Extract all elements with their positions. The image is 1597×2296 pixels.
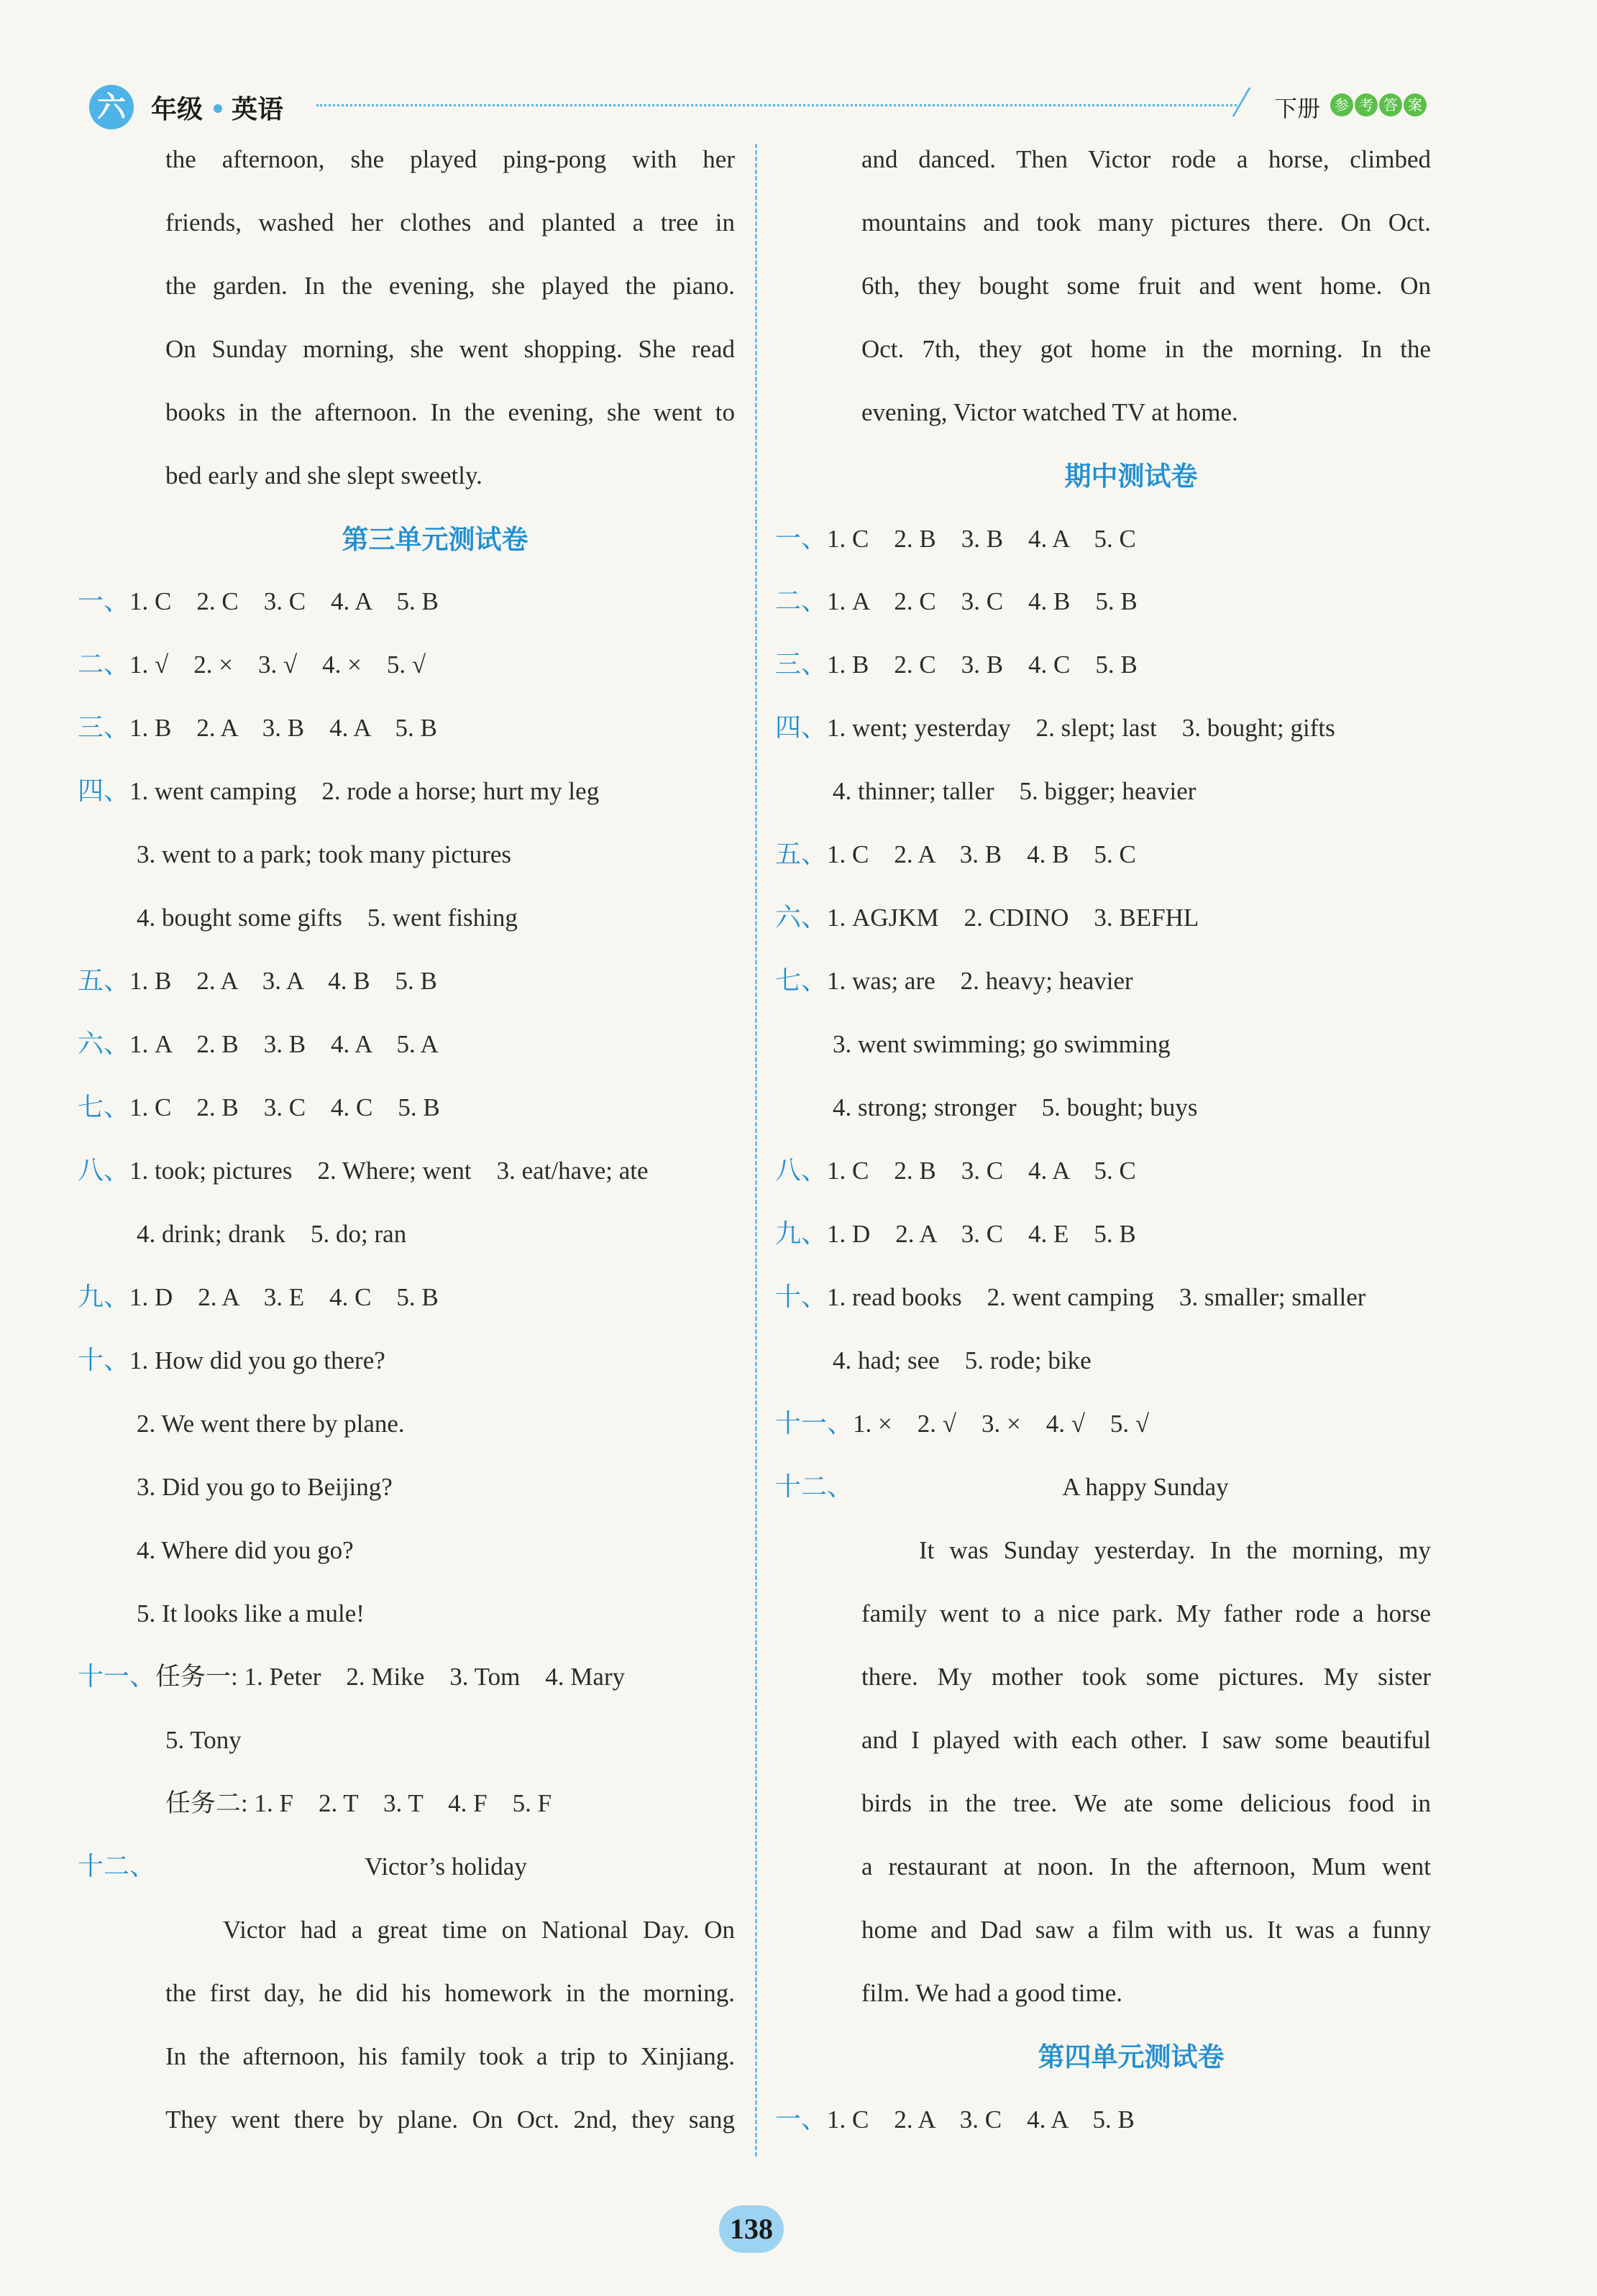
- answer-row: [775, 1408, 1149, 1440]
- essay-line: books in the afternoon. In the evening, she went to: [165, 398, 735, 426]
- answer-badge: 答: [1379, 93, 1402, 116]
- answer-row: [775, 1155, 1136, 1187]
- question-number: 六、: [775, 903, 828, 932]
- answer-text: 1. was; are 2. heavy; heavier: [827, 967, 1133, 995]
- answer-text: 1. took; pictures 2. Where; went 3. eat/have; ate: [129, 1157, 649, 1185]
- question-number: 三、: [775, 650, 828, 679]
- answer-badge: 考: [1355, 93, 1378, 116]
- answer-text: 3. Did you go to Beijing?: [137, 1473, 393, 1501]
- answer-row: [78, 1092, 440, 1124]
- answer-row: [775, 1218, 1136, 1250]
- answer-row: [78, 776, 599, 807]
- answer-text: 4. Where did you go?: [137, 1536, 354, 1564]
- answer-text: 任务一: 1. Peter 2. Mike 3. Tom 4. Mary: [155, 1663, 626, 1691]
- answer-row: [78, 712, 437, 744]
- answer-text: 1. read books 2. went camping 3. smaller; smaller: [827, 1283, 1366, 1311]
- question-number: 四、: [775, 713, 828, 743]
- question-number: 十二、: [775, 1472, 854, 1502]
- answer-row: [775, 2104, 1135, 2136]
- header-divider: [316, 104, 1237, 106]
- section-title: 第四单元测试卷: [1038, 2041, 1225, 2072]
- question-number: 十、: [78, 1346, 130, 1375]
- answer-row: [775, 712, 1335, 744]
- essay-line: the garden. In the evening, she played the piano.: [165, 272, 735, 300]
- slash-icon: [1232, 88, 1250, 116]
- answer-text: 1. How did you go there?: [129, 1346, 385, 1374]
- question-number: 十一、: [78, 1662, 156, 1691]
- answer-badge: 案: [1404, 93, 1427, 116]
- essay-line: film. We had a good time.: [861, 1979, 1122, 2007]
- answer-row: [78, 1851, 155, 1883]
- question-number: 二、: [775, 587, 828, 616]
- answer-text: 1. went; yesterday 2. slept; last 3. bought; gifts: [827, 714, 1335, 742]
- essay-line: there. My mother took some pictures. My sister: [861, 1663, 1431, 1691]
- essay-line: the afternoon, she played ping-pong with her: [165, 145, 735, 173]
- answer-text: 5. It looks like a mule!: [137, 1599, 365, 1627]
- essay-line: birds in the tree. We ate some delicious food in: [861, 1789, 1431, 1817]
- answer-text: 1. D 2. A 3. C 4. E 5. B: [827, 1220, 1136, 1248]
- essay-line: On Sunday morning, she went shopping. She read: [165, 335, 735, 363]
- question-number: 四、: [78, 776, 130, 806]
- essay-line: In the afternoon, his family took a trip to Xinjiang.: [165, 2042, 735, 2070]
- essay-line: Victor had a great time on National Day. On: [223, 1916, 735, 1944]
- answer-text: 4. drink; drank 5. do; ran: [137, 1220, 407, 1248]
- answer-text: 4. had; see 5. rode; bike: [833, 1346, 1092, 1374]
- essay-line: Oct. 7th, they got home in the morning. In the: [861, 335, 1431, 363]
- page-number: 138: [719, 2205, 784, 2253]
- answer-text: 1. B 2. A 3. A 4. B 5. B: [129, 967, 437, 995]
- answer-text: 1. C 2. C 3. C 4. A 5. B: [129, 587, 439, 615]
- answer-row: [78, 649, 426, 681]
- question-number: 十一、: [775, 1409, 854, 1438]
- question-number: 七、: [78, 1093, 130, 1122]
- answer-row: [775, 1471, 853, 1503]
- question-number: 六、: [78, 1029, 130, 1059]
- answer-row: [775, 649, 1138, 681]
- answer-row: [775, 965, 1133, 997]
- answer-row: [775, 1282, 1365, 1313]
- grade-badge: 六: [89, 85, 134, 129]
- question-number: 三、: [78, 713, 130, 743]
- question-number: 一、: [775, 2105, 828, 2134]
- answer-row: [78, 1155, 649, 1187]
- answer-row: [78, 586, 439, 617]
- answer-text: 1. went camping 2. rode a horse; hurt my leg: [129, 777, 600, 805]
- answer-text: 5. Tony: [165, 1726, 242, 1754]
- essay-title: A happy Sunday: [1062, 1473, 1229, 1501]
- answer-row: [78, 1345, 385, 1377]
- essay-line: friends, washed her clothes and planted a tree in: [165, 208, 735, 237]
- answer-text: 1. × 2. √ 3. × 4. √ 5. √: [853, 1410, 1150, 1438]
- question-number: 九、: [78, 1282, 130, 1312]
- essay-line: evening, Victor watched TV at home.: [861, 398, 1238, 426]
- answer-row: [78, 1282, 439, 1313]
- answer-text: 4. bought some gifts 5. went fishing: [137, 904, 518, 932]
- essay-line: and danced. Then Victor rode a horse, climbed: [861, 145, 1431, 173]
- answer-row: [78, 1029, 439, 1060]
- answer-row: [775, 523, 1136, 555]
- essay-line: It was Sunday yesterday. In the morning, my: [919, 1536, 1431, 1564]
- answer-text: 1. C 2. A 3. C 4. A 5. B: [827, 2106, 1135, 2134]
- answer-text: 1. C 2. B 3. C 4. C 5. B: [129, 1093, 440, 1121]
- answer-text: 1. C 2. B 3. C 4. A 5. C: [827, 1157, 1136, 1185]
- essay-line: bed early and she slept sweetly.: [165, 462, 482, 490]
- dot-icon: [214, 104, 222, 113]
- essay-line: and I played with each other. I saw some beautiful: [861, 1726, 1431, 1754]
- answer-row: [775, 839, 1136, 871]
- answer-row: [78, 965, 437, 997]
- question-number: 一、: [775, 524, 828, 554]
- question-number: 九、: [775, 1219, 828, 1249]
- essay-title: Victor’s holiday: [365, 1852, 527, 1881]
- column-divider: [755, 144, 757, 2157]
- answer-text: 1. √ 2. × 3. √ 4. × 5. √: [129, 651, 426, 679]
- answer-text: 1. C 2. A 3. B 4. B 5. C: [827, 840, 1136, 868]
- answer-row: [775, 902, 1199, 934]
- question-number: 八、: [775, 1156, 828, 1185]
- essay-line: family went to a nice park. My father rode a horse: [861, 1599, 1431, 1627]
- answer-text: 1. A 2. B 3. B 4. A 5. A: [129, 1030, 439, 1058]
- answer-badge-group: [1330, 93, 1428, 116]
- answer-text: 3. went to a park; took many pictures: [137, 840, 511, 868]
- section-title: 第三单元测试卷: [342, 523, 528, 555]
- question-number: 七、: [775, 966, 828, 996]
- answer-badge: 参: [1330, 93, 1353, 116]
- answer-row: [78, 1661, 625, 1693]
- question-number: 十二、: [78, 1852, 156, 1881]
- essay-line: 6th, they bought some fruit and went home. On: [861, 272, 1431, 300]
- answer-row: [775, 586, 1138, 617]
- answer-text: 3. went swimming; go swimming: [833, 1030, 1171, 1058]
- page-header: [0, 0, 1597, 144]
- answer-text: 1. A 2. C 3. C 4. B 5. B: [827, 587, 1138, 615]
- question-number: 五、: [78, 966, 130, 996]
- question-number: 十、: [775, 1282, 828, 1312]
- essay-line: mountains and took many pictures there. On Oct.: [861, 208, 1431, 237]
- answer-text: 1. B 2. C 3. B 4. C 5. B: [827, 651, 1138, 679]
- volume-label: 下册: [1274, 95, 1321, 122]
- subject-label: 英语: [232, 95, 284, 124]
- essay-line: the first day, he did his homework in the morning.: [165, 1979, 735, 2007]
- essay-line: a restaurant at noon. In the afternoon, Mum went: [861, 1852, 1431, 1881]
- question-number: 一、: [78, 587, 130, 616]
- answer-text: 4. strong; stronger 5. bought; buys: [833, 1093, 1198, 1121]
- answer-text: 2. We went there by plane.: [137, 1410, 405, 1438]
- grade-label: 年级: [151, 95, 203, 124]
- question-number: 五、: [775, 840, 828, 869]
- answer-text: 4. thinner; taller 5. bigger; heavier: [833, 777, 1196, 805]
- answer-text: 任务二: 1. F 2. T 3. T 4. F 5. F: [165, 1789, 552, 1817]
- question-number: 二、: [78, 650, 130, 679]
- answer-text: 1. C 2. B 3. B 4. A 5. C: [827, 525, 1136, 553]
- answer-text: 1. AGJKM 2. CDINO 3. BEFHL: [827, 904, 1199, 932]
- section-title: 期中测试卷: [1064, 460, 1198, 492]
- essay-line: home and Dad saw a film with us. It was a funny: [861, 1916, 1431, 1944]
- question-number: 八、: [78, 1156, 130, 1185]
- answer-text: 1. B 2. A 3. B 4. A 5. B: [129, 714, 437, 742]
- essay-line: They went there by plane. On Oct. 2nd, they sang: [165, 2106, 735, 2134]
- answer-text: 1. D 2. A 3. E 4. C 5. B: [129, 1283, 439, 1311]
